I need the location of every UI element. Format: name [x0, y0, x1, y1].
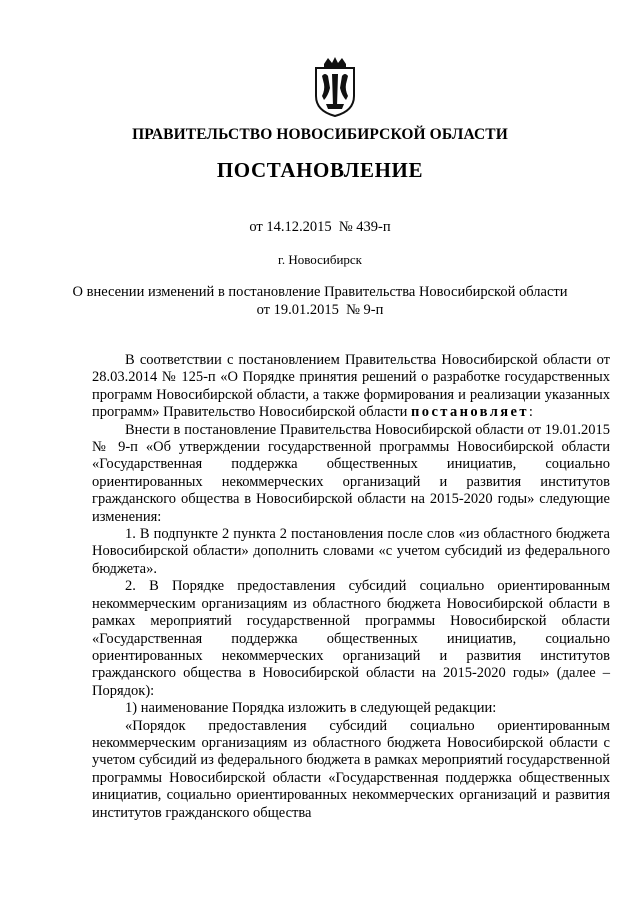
paragraph-item-2: 2. В Порядке предоставления субсидий социально ориентированным некоммерческим организациям из областного бюджета Новосибирской области в рамках мероприятий государственной программы Новосибирской области «Государственная поддержка общественных инициатив, социально ориентированных некоммерческих организаций и развития институтов гражданского общества в Новосибирской области на 2015-2020 годы» (далее – Порядок): [92, 578, 610, 699]
paragraph-subitem-1: 1) наименование Порядка изложить в следующей редакции: [125, 700, 497, 717]
date-and-number: от 14.12.2015 № 439-п [249, 219, 391, 235]
subject-line-2: от 19.01.2015 № 9-п [256, 301, 384, 318]
city: г. Новосибирск [277, 252, 362, 267]
paragraph-amend: Внести в постановление Правительства Новосибирской области от 19.01.2015 № 9-п «Об утверждении государственной программы Новосибирской области «Государственная поддержка общественных инициатив, социально ориентированных некоммерческих организаций и развития институтов гражданского общества в Новосибирской области на 2015-2020 годы» следующие изменения: [92, 421, 610, 525]
decree-word: постановляет [411, 404, 529, 421]
subject-line-1: О внесении изменений в постановление Правительства Новосибирской области [72, 284, 568, 300]
paragraph-item-1: 1. В подпункте 2 пункта 2 постановления после слов «из областного бюджета Новосибирской области» дополнить словами «с учетом субсидий из федерального бюджета». [92, 526, 610, 577]
preamble-text: В соответствии с постановлением Правительства Новосибирской области от 28.03.2014 № 125-п «О Порядке принятия решений о разработке государственных программ Новосибирской области, а также формирования и реализации указанных программ» Правительство Новосибирской области [92, 352, 610, 421]
authority-title: ПРАВИТЕЛЬСТВО НОВОСИБИРСКОЙ ОБЛАСТИ [132, 126, 508, 143]
coat-of-arms-icon [310, 56, 360, 118]
preamble-paragraph [92, 352, 610, 422]
document-subject [0, 284, 640, 319]
document-type: ПОСТАНОВЛЕНИЕ [216, 158, 424, 182]
document-body [92, 352, 610, 822]
decree-colon: : [528, 404, 533, 421]
paragraph-new-title: «Порядок предоставления субсидий социально ориентированным некоммерческим организациям из областного бюджета Новосибирской области с учетом субсидий из федерального бюджета в рамках мероприятий государственной программы Новосибирской области «Государственная поддержка общественных инициатив, социально ориентированных некоммерческих организаций и развития институтов гражданского общества [92, 717, 610, 821]
